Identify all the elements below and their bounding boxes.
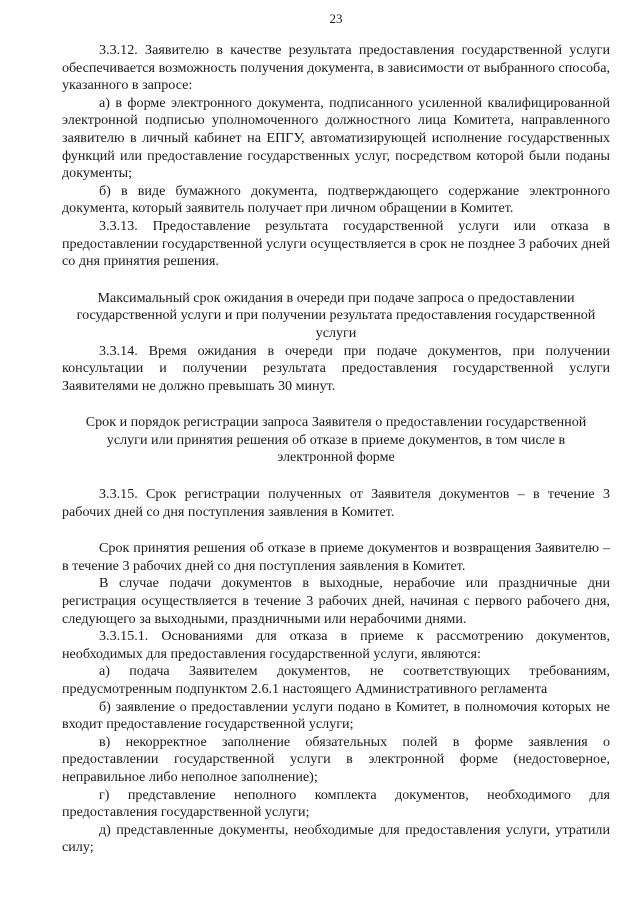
section-heading-registration: Срок и порядок регистрации запроса Заявителя о предоставлении государственной услуги или принятия решения об отказе в приеме документов, в том числе в электронной форме — [85, 414, 587, 466]
paragraph-3-3-12-b: б) в виде бумажного документа, подтверждающего содержание электронного документа, который заявитель получает при личном обращении в Комитет. — [62, 182, 610, 217]
paragraph-refusal-term: Срок принятия решения об отказе в приеме документов и возвращения Заявителю – в течение 3 рабочих дней со дня поступления заявления в Комитет. — [62, 540, 610, 574]
spacer — [62, 271, 610, 290]
section-heading-queue-time: Максимальный срок ожидания в очереди при подаче запроса о предоставлении государственной услуги и при получении результата предоставления государственной услуги — [76, 289, 596, 341]
spacer — [62, 467, 610, 486]
list-item-d: д) представленные документы, необходимые для предоставления услуги, утратили силу; — [62, 821, 610, 856]
list-item-v: в) некорректное заполнение обязательных полей в форме заявления о предоставлении государственной услуги в электронной форме (недостоверное, неправильное либо неполное заполнение); — [62, 733, 610, 785]
paragraph-3-3-15: 3.3.15. Срок регистрации полученных от Заявителя документов – в течение 3 рабочих дней со дня поступления заявления в Комитет. — [62, 486, 610, 520]
paragraph-3-3-13: 3.3.13. Предоставление результата государственной услуги или отказа в предоставлении государственной услуги осуществляется в срок не позднее 3 рабочих дней со дня принятия решения. — [62, 217, 610, 270]
page-number: 23 — [329, 11, 343, 26]
document-body — [62, 42, 610, 857]
paragraph-3-3-14: 3.3.14. Время ожидания в очереди при подаче документов, при получении консультации и получении результата предоставления государственной услуги Заявителями не должно превышать 30 минут. — [62, 342, 610, 394]
list-item-b: б) заявление о предоставлении услуги подано в Комитет, в полномочия которых не входит предоставление государственной услуги; — [62, 698, 610, 733]
list-item-a: а) подача Заявителем документов, не соответствующих требованиям, предусмотренным подпунктом 2.6.1 настоящего Административного регламента — [62, 663, 610, 697]
spacer — [62, 521, 610, 540]
paragraph-3-3-15-1: 3.3.15.1. Основаниями для отказа в приеме к рассмотрению документов, необходимых для предоставления государственной услуги, являются: — [62, 628, 610, 662]
paragraph-weekend-registration: В случае подачи документов в выходные, нерабочие или праздничные дни регистрация осуществляется в течение 3 рабочих дней, начиная с первого рабочего дня, следующего за выходными, праздничными или нерабочими днями. — [62, 575, 610, 627]
list-item-g: г) представление неполного комплекта документов, необходимого для предоставления государственной услуги; — [62, 786, 610, 821]
paragraph-3-3-12-a: а) в форме электронного документа, подписанного усиленной квалифицированной электронной подписью уполномоченного должностного лица Комитета, направленного заявителю в личный кабинет на ЕПГУ, автоматизирующей исполнение государственных функций или предоставление государственных услуг, посредством которой были поданы документы; — [62, 94, 610, 182]
paragraph-3-3-12: 3.3.12. Заявителю в качестве результата предоставления государственной услуги обеспечивается возможность получения документа, в зависимости от выбранного способа, указанного в запросе: — [62, 42, 610, 94]
spacer — [62, 395, 610, 414]
